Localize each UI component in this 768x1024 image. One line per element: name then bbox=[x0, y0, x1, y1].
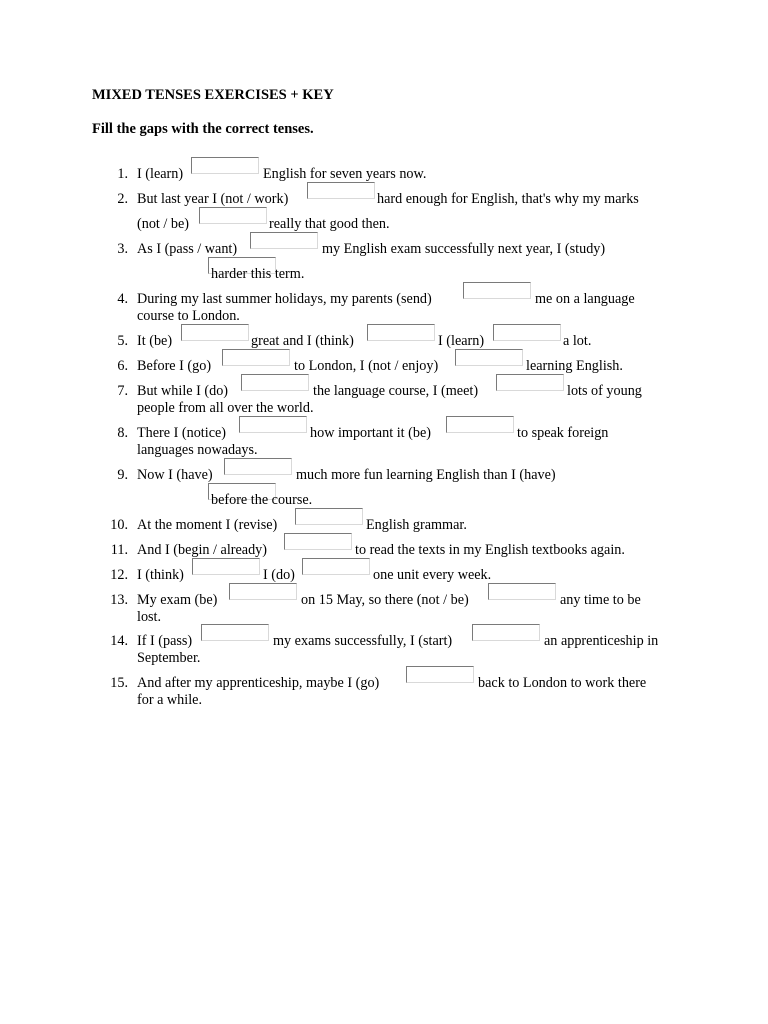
answer-gap-input[interactable] bbox=[463, 282, 531, 299]
exercise-text: great and I (think) bbox=[251, 333, 354, 349]
exercise-number: 10. bbox=[110, 517, 128, 533]
exercise-text: course to London. bbox=[137, 308, 240, 324]
answer-gap-input[interactable] bbox=[199, 207, 267, 224]
answer-text: harder this term. bbox=[211, 266, 305, 282]
exercise-number: 5. bbox=[117, 333, 128, 349]
exercise-number: 11. bbox=[110, 542, 128, 558]
answer-gap-input[interactable] bbox=[222, 349, 290, 366]
exercise-text: lots of young bbox=[567, 383, 642, 399]
exercise-number: 14. bbox=[110, 633, 128, 649]
exercise-text: But last year I (not / work) bbox=[137, 191, 289, 207]
answer-gap-input[interactable] bbox=[488, 583, 556, 600]
exercise-text: (not / be) bbox=[137, 216, 190, 232]
exercise-text: During my last summer holidays, my parents (send) bbox=[137, 291, 432, 307]
exercise-number: 15. bbox=[110, 675, 128, 691]
exercise-text: As I (pass / want) bbox=[137, 241, 238, 257]
answer-gap-input[interactable] bbox=[201, 624, 269, 641]
exercise-number: 3. bbox=[117, 241, 128, 257]
exercise-text: English for seven years now. bbox=[263, 166, 427, 182]
exercise-number: 1. bbox=[117, 166, 128, 182]
answer-gap-input[interactable] bbox=[191, 157, 259, 174]
answer-gap-input[interactable] bbox=[229, 583, 297, 600]
exercise-text: for a while. bbox=[137, 692, 203, 708]
exercise-text: Before I (go) bbox=[137, 358, 212, 374]
answer-gap-input[interactable] bbox=[446, 416, 514, 433]
exercise-text: Now I (have) bbox=[137, 467, 213, 483]
exercise-number: 7. bbox=[117, 383, 128, 399]
exercise-text: one unit every week. bbox=[373, 567, 492, 583]
exercise-text: English grammar. bbox=[366, 517, 467, 533]
exercise-text: the language course, I (meet) bbox=[313, 383, 479, 399]
answer-gap-input[interactable] bbox=[241, 374, 309, 391]
exercise-text: languages nowadays. bbox=[137, 442, 258, 458]
answer-gap-input[interactable] bbox=[493, 324, 561, 341]
exercise-number: 12. bbox=[110, 567, 128, 583]
exercise-text: I (learn) bbox=[438, 333, 485, 349]
exercise-text: people from all over the world. bbox=[137, 400, 314, 416]
exercise-text: At the moment I (revise) bbox=[137, 517, 278, 533]
exercise-number: 9. bbox=[117, 467, 128, 483]
answer-gap-input[interactable] bbox=[406, 666, 474, 683]
exercise-text: much more fun learning English than I (have) bbox=[296, 467, 556, 483]
exercise-text: any time to be bbox=[560, 592, 641, 608]
answer-gap-input[interactable] bbox=[224, 458, 292, 475]
exercise-text: There I (notice) bbox=[137, 425, 227, 441]
exercise-number: 8. bbox=[117, 425, 128, 441]
answer-gap-input[interactable] bbox=[496, 374, 564, 391]
answer-gap-input[interactable] bbox=[472, 624, 540, 641]
exercise-text: And I (begin / already) bbox=[137, 542, 268, 558]
exercise-text: an apprenticeship in bbox=[544, 633, 659, 649]
exercise-text: a lot. bbox=[563, 333, 592, 349]
exercise-text: to read the texts in my English textbooks again. bbox=[355, 542, 625, 558]
exercise-text: really that good then. bbox=[269, 216, 390, 232]
answer-gap-input[interactable] bbox=[307, 182, 375, 199]
exercise-text: I (do) bbox=[263, 567, 295, 583]
instruction-text: Fill the gaps with the correct tenses. bbox=[92, 121, 314, 137]
answer-text: before the course. bbox=[211, 492, 313, 508]
exercise-text: I (think) bbox=[137, 567, 184, 583]
exercise-text: It (be) bbox=[137, 333, 173, 349]
exercise-number: 6. bbox=[117, 358, 128, 374]
exercise-text: If I (pass) bbox=[137, 633, 193, 649]
answer-gap-input[interactable] bbox=[367, 324, 435, 341]
exercise-number: 13. bbox=[110, 592, 128, 608]
answer-gap-input[interactable] bbox=[284, 533, 352, 550]
exercise-text: September. bbox=[137, 650, 201, 666]
exercise-text: lost. bbox=[137, 609, 162, 625]
exercise-text: to speak foreign bbox=[517, 425, 609, 441]
answer-gap-input[interactable] bbox=[239, 416, 307, 433]
exercise-text: on 15 May, so there (not / be) bbox=[301, 592, 469, 608]
page-title: MIXED TENSES EXERCISES + KEY bbox=[92, 87, 334, 103]
exercise-text: And after my apprenticeship, maybe I (go) bbox=[137, 675, 380, 691]
exercise-text: hard enough for English, that's why my marks bbox=[377, 191, 639, 207]
exercise-text: my English exam successfully next year, I (study) bbox=[322, 241, 606, 257]
exercise-text: But while I (do) bbox=[137, 383, 229, 399]
answer-gap-input[interactable] bbox=[302, 558, 370, 575]
exercise-text: to London, I (not / enjoy) bbox=[294, 358, 439, 374]
exercise-text: back to London to work there bbox=[478, 675, 647, 691]
exercise-text: how important it (be) bbox=[310, 425, 431, 441]
exercise-number: 2. bbox=[117, 191, 128, 207]
answer-gap-input[interactable] bbox=[181, 324, 249, 341]
answer-gap-input[interactable] bbox=[250, 232, 318, 249]
exercise-text: My exam (be) bbox=[137, 592, 218, 608]
answer-gap-input[interactable] bbox=[295, 508, 363, 525]
exercise-text: I (learn) bbox=[137, 166, 184, 182]
exercise-text: learning English. bbox=[526, 358, 623, 374]
exercise-number: 4. bbox=[117, 291, 128, 307]
exercise-text: my exams successfully, I (start) bbox=[273, 633, 453, 649]
exercise-text: me on a language bbox=[535, 291, 635, 307]
answer-gap-input[interactable] bbox=[192, 558, 260, 575]
answer-gap-input[interactable] bbox=[455, 349, 523, 366]
